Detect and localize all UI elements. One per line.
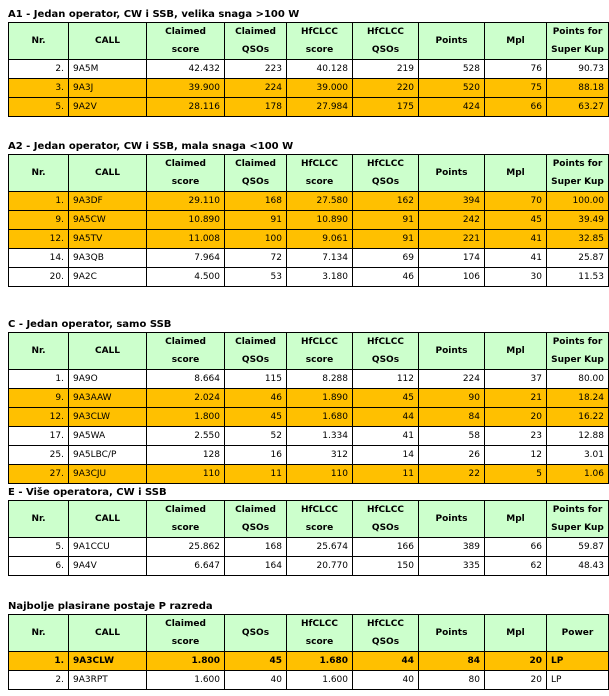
cell-hq: 162	[353, 192, 419, 211]
column-header: HfCLCC score	[287, 501, 353, 538]
cell-cq: 11	[225, 465, 287, 484]
cell-cq: 45	[225, 408, 287, 427]
cell-call: 9A4V	[69, 557, 147, 576]
column-header: Mpl	[485, 501, 547, 538]
table-row	[9, 557, 609, 576]
cell-pts: 90	[419, 389, 485, 408]
cell-cs: 1.800	[147, 408, 225, 427]
p-class-table	[8, 614, 609, 690]
column-header: Nr.	[9, 333, 69, 370]
cell-hq: 44	[353, 408, 419, 427]
cell-hs: 3.180	[287, 268, 353, 287]
cell-hq: 112	[353, 370, 419, 389]
cell-pts: 424	[419, 98, 485, 117]
cell-nr: 6.	[9, 557, 69, 576]
cell-hq: 91	[353, 230, 419, 249]
column-header: Mpl	[485, 615, 547, 652]
cell-hs: 7.134	[287, 249, 353, 268]
cell-cq: 168	[225, 192, 287, 211]
cell-nr: 27.	[9, 465, 69, 484]
cell-hq: 11	[353, 465, 419, 484]
column-header: Nr.	[9, 155, 69, 192]
cell-call: 9A3AAW	[69, 389, 147, 408]
column-header: CALL	[69, 23, 147, 60]
cell-cs: 1.600	[147, 671, 225, 690]
column-header: Claimed score	[147, 333, 225, 370]
cell-nr: 1.	[9, 192, 69, 211]
cell-cs: 128	[147, 446, 225, 465]
cell-cs: 2.550	[147, 427, 225, 446]
cell-pts: 520	[419, 79, 485, 98]
cell-pts: 84	[419, 408, 485, 427]
cell-nr: 17.	[9, 427, 69, 446]
cell-cs: 6.647	[147, 557, 225, 576]
cell-hq: 150	[353, 557, 419, 576]
cell-call: 9A3CJU	[69, 465, 147, 484]
column-header: Mpl	[485, 23, 547, 60]
cell-cs: 10.890	[147, 211, 225, 230]
column-header: Claimed QSOs	[225, 155, 287, 192]
cell-mpl: 41	[485, 230, 547, 249]
column-header: HfCLCC score	[287, 615, 353, 652]
cell-nr: 3.	[9, 79, 69, 98]
cell-pts: 242	[419, 211, 485, 230]
cell-hs: 1.680	[287, 408, 353, 427]
table-row	[9, 408, 609, 427]
cell-sk: 80.00	[547, 370, 609, 389]
header-row	[9, 333, 609, 370]
column-header: HfCLCC QSOs	[353, 155, 419, 192]
cell-hs: 9.061	[287, 230, 353, 249]
cell-cs: 42.432	[147, 60, 225, 79]
header-row	[9, 155, 609, 192]
cell-cq: 100	[225, 230, 287, 249]
cell-hq: 41	[353, 427, 419, 446]
table-row	[9, 60, 609, 79]
cell-pts: 174	[419, 249, 485, 268]
table-row	[9, 652, 609, 671]
cell-sk: 48.43	[547, 557, 609, 576]
header-row	[9, 501, 609, 538]
column-header: Claimed score	[147, 501, 225, 538]
table-row	[9, 230, 609, 249]
cell-cs: 2.024	[147, 389, 225, 408]
cell-cs: 8.664	[147, 370, 225, 389]
cell-call: 9A5CW	[69, 211, 147, 230]
cell-hs: 25.674	[287, 538, 353, 557]
cell-sk: 12.88	[547, 427, 609, 446]
cell-cq: 52	[225, 427, 287, 446]
cell-sk: 63.27	[547, 98, 609, 117]
cell-nr: 12.	[9, 230, 69, 249]
cell-mpl: 20	[485, 652, 547, 671]
cell-mpl: 5	[485, 465, 547, 484]
cell-nr: 12.	[9, 408, 69, 427]
cell-pts: 221	[419, 230, 485, 249]
cell-hq: 69	[353, 249, 419, 268]
column-header: CALL	[69, 155, 147, 192]
cell-cq: 164	[225, 557, 287, 576]
cell-hs: 20.770	[287, 557, 353, 576]
cell-pts: 84	[419, 652, 485, 671]
cell-call: 9A3CLW	[69, 408, 147, 427]
cell-mpl: 37	[485, 370, 547, 389]
cell-mpl: 70	[485, 192, 547, 211]
cell-hs: 110	[287, 465, 353, 484]
table-row	[9, 427, 609, 446]
cell-cs: 25.862	[147, 538, 225, 557]
cell-nr: 14.	[9, 249, 69, 268]
cell-sk: 90.73	[547, 60, 609, 79]
cell-sk: 16.22	[547, 408, 609, 427]
column-header: Points	[419, 615, 485, 652]
cell-cq: 40	[225, 671, 287, 690]
cell-mpl: 45	[485, 211, 547, 230]
column-header: CALL	[69, 333, 147, 370]
header-row	[9, 23, 609, 60]
cell-cs: 110	[147, 465, 225, 484]
cell-pts: 22	[419, 465, 485, 484]
cell-cq: 168	[225, 538, 287, 557]
cell-mpl: 20	[485, 671, 547, 690]
cell-nr: 25.	[9, 446, 69, 465]
cell-cq: 72	[225, 249, 287, 268]
table-row	[9, 389, 609, 408]
cell-hq: 219	[353, 60, 419, 79]
column-header: Points for Super Kup	[547, 23, 609, 60]
results-table	[8, 332, 609, 484]
column-header: QSOs	[225, 615, 287, 652]
cell-sk: 1.06	[547, 465, 609, 484]
cell-mpl: 62	[485, 557, 547, 576]
cell-pts: 106	[419, 268, 485, 287]
cell-mpl: 66	[485, 98, 547, 117]
cell-cs: 39.900	[147, 79, 225, 98]
cell-pts: 335	[419, 557, 485, 576]
column-header: Claimed score	[147, 615, 225, 652]
cell-nr: 1.	[9, 652, 69, 671]
cell-mpl: 23	[485, 427, 547, 446]
cell-call: 9A1CCU	[69, 538, 147, 557]
cell-sk: 3.01	[547, 446, 609, 465]
cell-pts: 528	[419, 60, 485, 79]
cell-mpl: 21	[485, 389, 547, 408]
cell-call: 9A5LBC/P	[69, 446, 147, 465]
column-header: Claimed QSOs	[225, 333, 287, 370]
column-header: HfCLCC QSOs	[353, 23, 419, 60]
cell-hq: 166	[353, 538, 419, 557]
results-section	[8, 140, 604, 287]
cell-call: 9A2V	[69, 98, 147, 117]
table-row	[9, 79, 609, 98]
column-header: Points for Super Kup	[547, 333, 609, 370]
cell-sk: 18.24	[547, 389, 609, 408]
column-header: HfCLCC score	[287, 333, 353, 370]
cell-hq: 220	[353, 79, 419, 98]
cell-call: 9A3J	[69, 79, 147, 98]
cell-cq: 53	[225, 268, 287, 287]
header-row	[9, 615, 609, 652]
cell-cq: 178	[225, 98, 287, 117]
results-table	[8, 22, 609, 117]
column-header: Points for Super Kup	[547, 501, 609, 538]
column-header: Points for Super Kup	[547, 155, 609, 192]
cell-hq: 44	[353, 652, 419, 671]
cell-cq: 223	[225, 60, 287, 79]
cell-cs: 7.964	[147, 249, 225, 268]
cell-mpl: 12	[485, 446, 547, 465]
results-section	[8, 8, 604, 117]
column-header: Points	[419, 333, 485, 370]
cell-mpl: 30	[485, 268, 547, 287]
table-row	[9, 98, 609, 117]
cell-cs: 28.116	[147, 98, 225, 117]
cell-cq: 45	[225, 652, 287, 671]
cell-call: 9A5WA	[69, 427, 147, 446]
results-section	[8, 318, 604, 484]
results-table	[8, 154, 609, 287]
cell-call: 9A3CLW	[69, 652, 147, 671]
cell-pts: 80	[419, 671, 485, 690]
cell-nr: 9.	[9, 211, 69, 230]
column-header: Nr.	[9, 501, 69, 538]
column-header: Points	[419, 501, 485, 538]
section-title: E - Više operatora, CW i SSB	[8, 487, 167, 498]
column-header: HfCLCC QSOs	[353, 333, 419, 370]
cell-call: 9A3RPT	[69, 671, 147, 690]
cell-cq: 115	[225, 370, 287, 389]
cell-hs: 27.984	[287, 98, 353, 117]
cell-sk: 88.18	[547, 79, 609, 98]
cell-hs: 1.600	[287, 671, 353, 690]
cell-nr: 2.	[9, 60, 69, 79]
cell-hs: 8.288	[287, 370, 353, 389]
p-class-section	[8, 600, 594, 690]
column-header: Points	[419, 155, 485, 192]
table-row	[9, 370, 609, 389]
cell-sk: 25.87	[547, 249, 609, 268]
section-title: C - Jedan operator, samo SSB	[8, 319, 172, 330]
cell-hs: 10.890	[287, 211, 353, 230]
cell-mpl: 20	[485, 408, 547, 427]
results-section	[8, 486, 604, 576]
cell-sk: 11.53	[547, 268, 609, 287]
cell-sk: 100.00	[547, 192, 609, 211]
cell-call: 9A3DF	[69, 192, 147, 211]
cell-pts: 389	[419, 538, 485, 557]
results-table	[8, 500, 609, 576]
column-header: Mpl	[485, 155, 547, 192]
section-title: Najbolje plasirane postaje P razreda	[8, 601, 213, 612]
cell-nr: 1.	[9, 370, 69, 389]
table-row	[9, 538, 609, 557]
column-header: CALL	[69, 615, 147, 652]
cell-hs: 27.580	[287, 192, 353, 211]
cell-pts: 58	[419, 427, 485, 446]
column-header: HfCLCC score	[287, 23, 353, 60]
cell-pw: LP	[547, 652, 609, 671]
table-row	[9, 671, 609, 690]
cell-mpl: 66	[485, 538, 547, 557]
cell-hs: 1.890	[287, 389, 353, 408]
cell-hq: 175	[353, 98, 419, 117]
cell-pts: 26	[419, 446, 485, 465]
cell-nr: 9.	[9, 389, 69, 408]
cell-cq: 91	[225, 211, 287, 230]
column-header: Nr.	[9, 23, 69, 60]
section-title: A1 - Jedan operator, CW i SSB, velika snaga >100 W	[8, 9, 300, 20]
cell-hs: 39.000	[287, 79, 353, 98]
cell-hq: 45	[353, 389, 419, 408]
cell-cq: 46	[225, 389, 287, 408]
cell-cs: 11.008	[147, 230, 225, 249]
cell-cq: 224	[225, 79, 287, 98]
cell-cs: 29.110	[147, 192, 225, 211]
column-header: CALL	[69, 501, 147, 538]
column-header: Claimed QSOs	[225, 501, 287, 538]
table-row	[9, 465, 609, 484]
cell-hs: 40.128	[287, 60, 353, 79]
column-header: Nr.	[9, 615, 69, 652]
column-header: HfCLCC QSOs	[353, 501, 419, 538]
cell-sk: 59.87	[547, 538, 609, 557]
table-row	[9, 268, 609, 287]
column-header: Claimed QSOs	[225, 23, 287, 60]
table-row	[9, 192, 609, 211]
cell-pts: 224	[419, 370, 485, 389]
table-row	[9, 446, 609, 465]
cell-nr: 20.	[9, 268, 69, 287]
cell-hs: 1.334	[287, 427, 353, 446]
column-header: Claimed score	[147, 155, 225, 192]
cell-pw: LP	[547, 671, 609, 690]
table-row	[9, 249, 609, 268]
column-header: Claimed score	[147, 23, 225, 60]
section-title: A2 - Jedan operator, CW i SSB, mala snaga <100 W	[8, 141, 294, 152]
cell-sk: 39.49	[547, 211, 609, 230]
cell-call: 9A3QB	[69, 249, 147, 268]
column-header: HfCLCC QSOs	[353, 615, 419, 652]
cell-cs: 1.800	[147, 652, 225, 671]
cell-call: 9A5M	[69, 60, 147, 79]
cell-pts: 394	[419, 192, 485, 211]
cell-hq: 46	[353, 268, 419, 287]
cell-cs: 4.500	[147, 268, 225, 287]
cell-nr: 2.	[9, 671, 69, 690]
cell-cq: 16	[225, 446, 287, 465]
cell-call: 9A5TV	[69, 230, 147, 249]
column-header: Points	[419, 23, 485, 60]
column-header: HfCLCC score	[287, 155, 353, 192]
cell-hs: 312	[287, 446, 353, 465]
cell-mpl: 41	[485, 249, 547, 268]
cell-nr: 5.	[9, 98, 69, 117]
cell-sk: 32.85	[547, 230, 609, 249]
table-row	[9, 211, 609, 230]
cell-hq: 91	[353, 211, 419, 230]
cell-nr: 5.	[9, 538, 69, 557]
column-header: Mpl	[485, 333, 547, 370]
cell-hq: 40	[353, 671, 419, 690]
cell-mpl: 76	[485, 60, 547, 79]
cell-call: 9A2C	[69, 268, 147, 287]
cell-mpl: 75	[485, 79, 547, 98]
cell-hq: 14	[353, 446, 419, 465]
column-header: Power	[547, 615, 609, 652]
cell-call: 9A9O	[69, 370, 147, 389]
cell-hs: 1.680	[287, 652, 353, 671]
